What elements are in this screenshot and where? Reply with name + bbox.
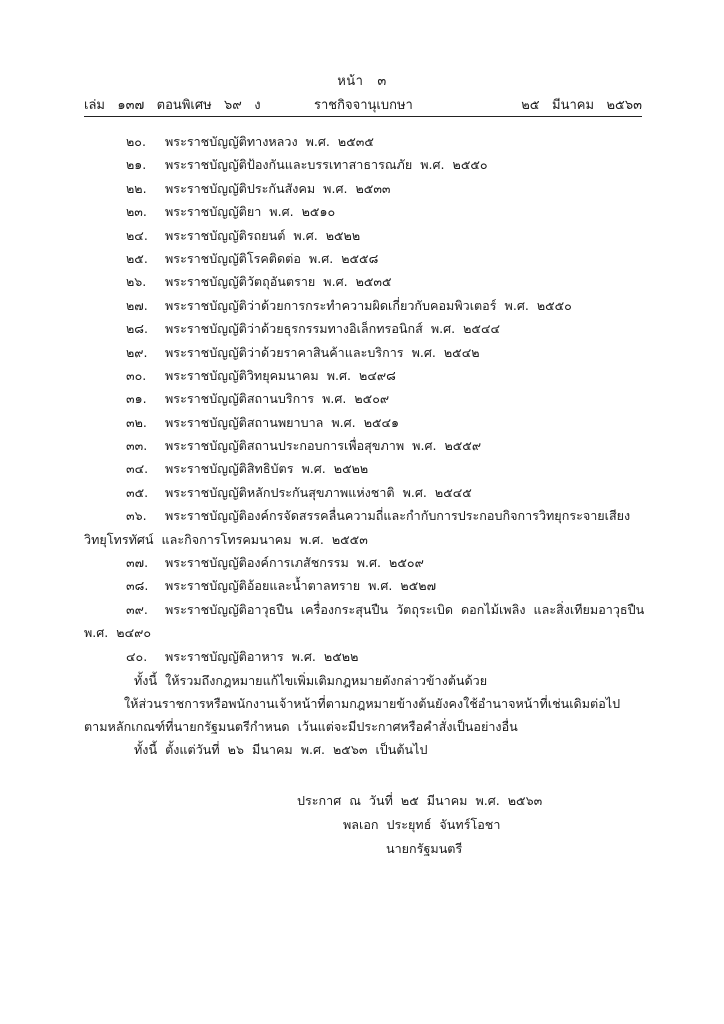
law-title: พระราชบัญญัติหลักประกันสุขภาพแห่งชาติ พ.ศ. ๒๕๔๕ [165, 484, 472, 500]
law-title: พระราชบัญญัติสถานประกอบการเพื่อสุขภาพ พ.ศ. ๒๕๕๙ [165, 438, 482, 454]
page-number: หน้า ๓ [337, 74, 387, 89]
law-number: ๓๔. [126, 461, 149, 477]
law-item [84, 387, 644, 410]
law-number: ๒๗. [126, 297, 148, 313]
law-number: ๓๙. [126, 601, 148, 617]
law-item [84, 411, 644, 434]
law-title: พระราชบัญญัติยา พ.ศ. ๒๕๑๐ [165, 204, 336, 220]
law-title: พระราชบัญญัติสถานพยาบาล พ.ศ. ๒๕๔๑ [165, 414, 400, 430]
publication-date: ๒๕ มีนาคม ๒๕๖๓ [521, 98, 642, 113]
law-title: พระราชบัญญัติประกันสังคม พ.ศ. ๒๕๓๓ [165, 180, 391, 196]
law-item [84, 224, 644, 247]
law-item [84, 574, 644, 597]
closing-paragraph-amendments [84, 669, 644, 692]
law-item [84, 434, 644, 457]
law-number: ๔๐. [126, 648, 148, 664]
law-list [84, 130, 644, 668]
law-title: พระราชบัญญัติอาหาร พ.ศ. ๒๕๒๒ [165, 648, 359, 664]
law-item [84, 247, 644, 270]
law-title: พระราชบัญญัติว่าด้วยการกระทำความผิดเกี่ยวกับคอมพิวเตอร์ พ.ศ. ๒๕๕๐ [165, 297, 572, 313]
law-title: พระราชบัญญัติโรคติดต่อ พ.ศ. ๒๕๕๘ [165, 250, 379, 266]
law-item [84, 294, 644, 317]
law-number: ๒๖. [126, 274, 147, 290]
law-number: ๒๙. [126, 344, 148, 360]
law-title: พระราชบัญญัติรถยนต์ พ.ศ. ๒๕๒๒ [165, 227, 361, 243]
law-item [84, 504, 644, 551]
law-item [84, 270, 644, 293]
law-title: พระราชบัญญัติอ้อยและน้ำตาลทราย พ.ศ. ๒๕๒๗ [165, 578, 437, 594]
law-title: พระราชบัญญัติอาวุธปืน เครื่องกระสุนปืน วัตถุระเบิด ดอกไม้เพลิง และสิ่งเทียมอาวุธปืน [165, 601, 645, 617]
announcement-date: ประกาศ ณ วันที่ ๒๕ มีนาคม พ.ศ. ๒๕๖๓ [297, 793, 543, 808]
law-item [84, 130, 644, 153]
law-title: พระราชบัญญัติวัตถุอันตราย พ.ศ. ๒๕๓๕ [165, 274, 392, 290]
law-item [84, 481, 644, 504]
law-title: พระราชบัญญัติสิทธิบัตร พ.ศ. ๒๕๒๒ [165, 461, 369, 477]
gazette-name: ราชกิจจานุเบกษา [314, 98, 413, 113]
law-item [84, 177, 644, 200]
law-number: ๒๐. [126, 134, 146, 149]
law-item [84, 317, 644, 340]
law-item [84, 364, 644, 387]
closing-text: ให้ส่วนราชการหรือพนักงานเจ้าหน้าที่ตามกฎหมายข้างต้นยังคงใช้อำนาจหน้าที่เช่นเดิมต่อไป [124, 696, 621, 711]
law-item [84, 645, 644, 668]
law-number: ๒๓. [126, 204, 147, 220]
law-number: ๒๔. [126, 227, 148, 243]
closing-text: ทั้งนี้ ตั้งแต่วันที่ ๒๖ มีนาคม พ.ศ. ๒๕๖๓ เป็นต้นไป [134, 742, 428, 757]
closing-text-continued: ตามหลักเกณฑ์ที่นายกรัฐมนตรีกำหนด เว้นแต่จะมีประกาศหรือคำสั่งเป็นอย่างอื่น [84, 719, 518, 735]
gazette-header [84, 94, 642, 112]
header-divider [84, 116, 642, 117]
closing-text: ทั้งนี้ ให้รวมถึงกฎหมายแก้ไขเพิ่มเติมกฎหมายดังกล่าวข้างต้นด้วย [134, 673, 488, 688]
law-number: ๒๑. [126, 157, 147, 173]
law-number: ๓๖. [126, 508, 147, 524]
law-title: พระราชบัญญัติว่าด้วยราคาสินค้าและบริการ พ.ศ. ๒๕๔๒ [165, 344, 480, 360]
signatory-name: พลเอก ประยุทธ์ จันทร์โอชา [343, 817, 501, 832]
law-number: ๓๓. [126, 438, 148, 454]
law-number: ๓๐. [126, 367, 147, 383]
law-title-continued: วิทยุโทรทัศน์ และกิจการโทรคมนาคม พ.ศ. ๒๕๕๓ [84, 531, 368, 547]
law-number: ๓๒. [126, 414, 147, 430]
law-item [84, 153, 644, 176]
law-title: พระราชบัญญัติทางหลวง พ.ศ. ๒๕๓๕ [165, 134, 374, 149]
law-item [84, 200, 644, 223]
law-title: พระราชบัญญัติองค์กรจัดสรรคลื่นความถี่และกำกับการประกอบกิจการวิทยุกระจายเสียง [165, 508, 631, 524]
law-number: ๒๘. [126, 321, 149, 337]
law-number: ๓๑. [126, 391, 147, 407]
law-item [84, 341, 644, 364]
law-title: พระราชบัญญัติป้องกันและบรรเทาสาธารณภัย พ.ศ. ๒๕๕๐ [165, 157, 488, 173]
law-title: พระราชบัญญัติองค์การเภสัชกรรม พ.ศ. ๒๕๐๙ [165, 555, 424, 571]
law-number: ๓๗. [126, 555, 149, 571]
law-number: ๒๒. [126, 180, 147, 196]
law-title: พระราชบัญญัติว่าด้วยธุรกรรมทางอิเล็กทรอนิกส์ พ.ศ. ๒๕๔๔ [165, 321, 501, 337]
law-item [84, 457, 644, 480]
law-item [84, 598, 644, 645]
law-title: พระราชบัญญัติวิทยุคมนาคม พ.ศ. ๒๔๙๘ [165, 367, 396, 383]
law-number: ๓๕. [126, 484, 149, 500]
closing-paragraph-authority [84, 692, 644, 739]
law-number: ๒๕. [126, 250, 148, 266]
volume-issue: เล่ม ๑๓๗ ตอนพิเศษ ๖๙ ง [84, 98, 261, 113]
law-item [84, 551, 644, 574]
law-number: ๓๘. [126, 578, 149, 594]
signatory-position: นายกรัฐมนตรี [386, 841, 463, 856]
closing-paragraph-effective [84, 738, 644, 761]
law-title-continued: พ.ศ. ๒๔๙๐ [84, 625, 152, 641]
law-title: พระราชบัญญัติสถานบริการ พ.ศ. ๒๕๐๙ [165, 391, 390, 407]
